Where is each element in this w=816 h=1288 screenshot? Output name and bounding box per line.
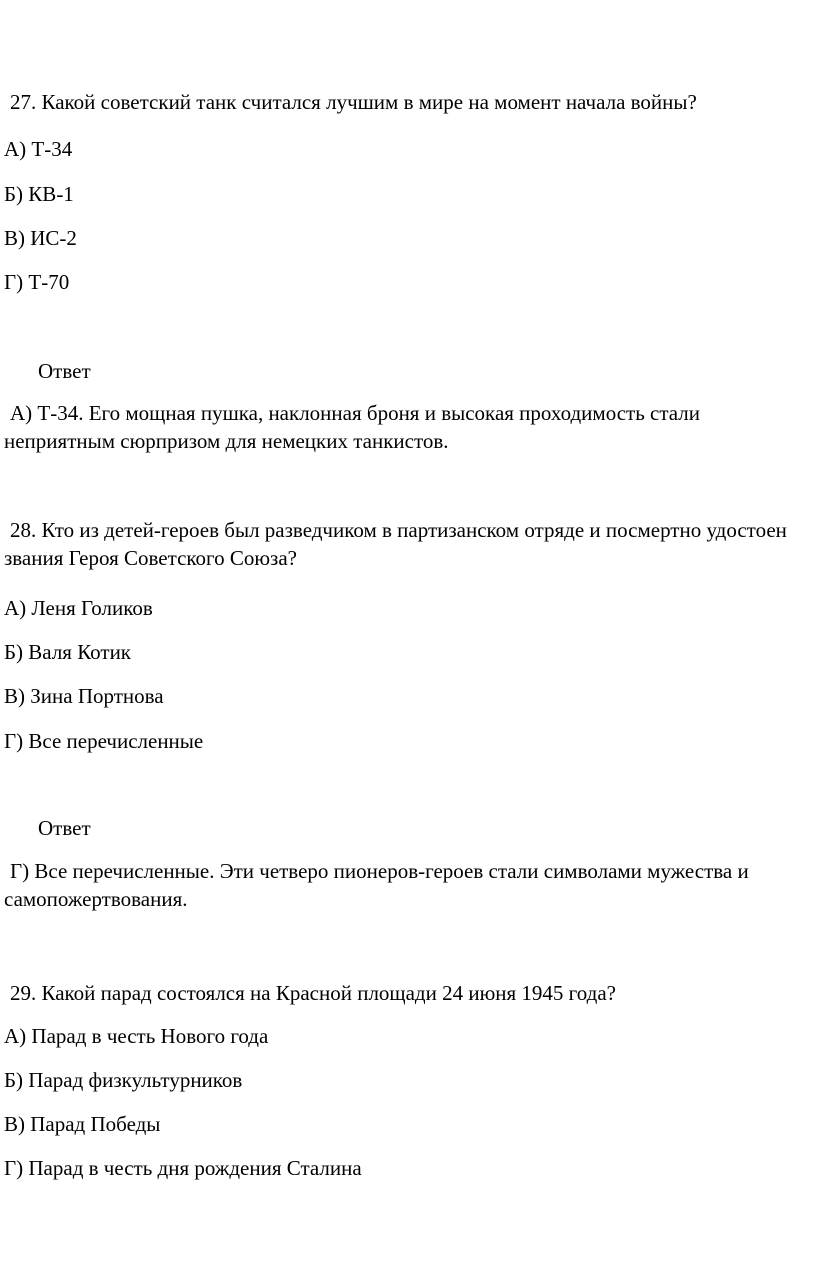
answer-label: Ответ [38,359,91,383]
question-text: 27. Какой советский танк считался лучшим в мире на момент начала войны? [10,90,697,114]
answer-text: А) Т-34. Его мощная пушка, наклонная броня и высокая проходимость стали неприятным сюрпризом для немецких танкистов. [4,401,701,453]
option-b: Б) Валя Котик [4,640,132,664]
option-b: Б) Парад физкультурников [4,1068,243,1092]
option-d: Г) Т-70 [4,270,70,294]
answer-text: Г) Все перечисленные. Эти четверо пионеров-героев стали символами мужества и самопожертвования. [4,859,749,911]
question-text: 29. Какой парад состоялся на Красной площади 24 июня 1945 года? [10,981,616,1005]
option-a: А) Леня Голиков [4,596,153,620]
option-c: В) Парад Победы [4,1112,161,1136]
option-c: В) ИС-2 [4,226,77,250]
option-b: Б) КВ-1 [4,182,74,206]
answer-label: Ответ [38,816,91,840]
question-text: 28. Кто из детей-героев был разведчиком в партизанском отряде и посмертно удостоен звания Героя Советского Союза? [4,518,787,570]
option-d: Г) Парад в честь дня рождения Сталина [4,1156,362,1180]
option-c: В) Зина Портнова [4,684,164,708]
option-a: А) Т-34 [4,137,73,161]
option-a: А) Парад в честь Нового года [4,1024,269,1048]
option-d: Г) Все перечисленные [4,729,204,753]
